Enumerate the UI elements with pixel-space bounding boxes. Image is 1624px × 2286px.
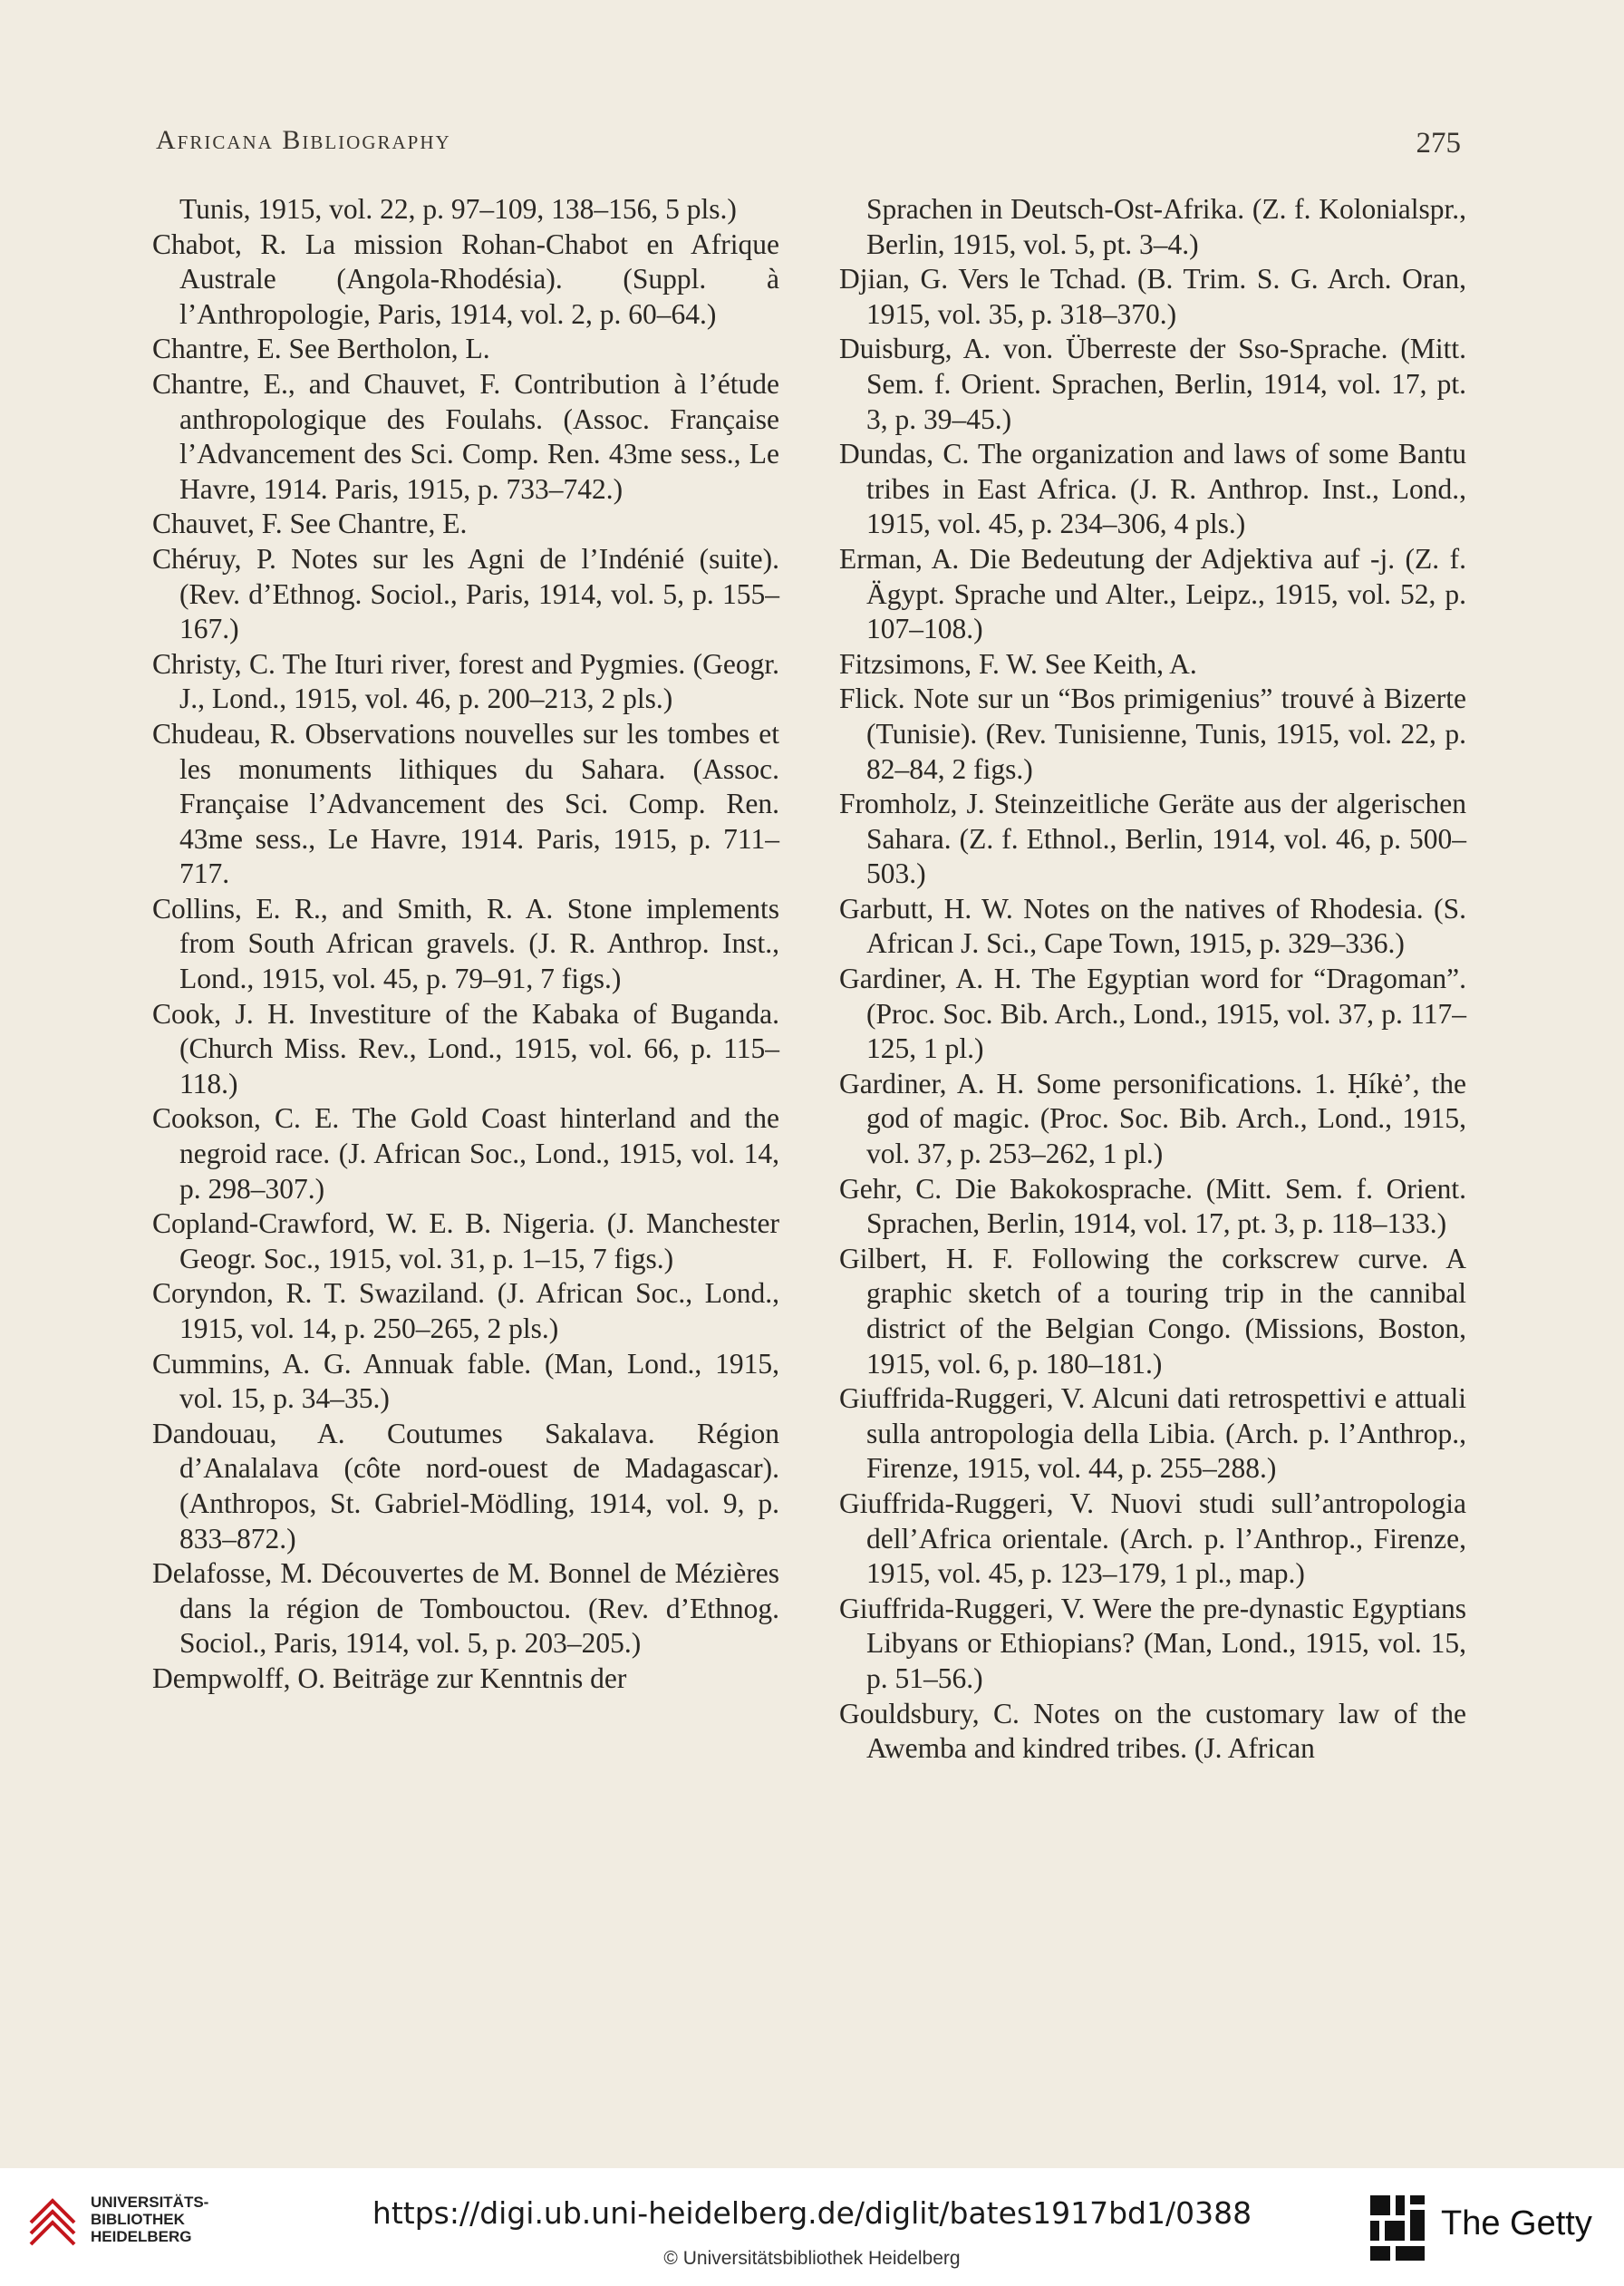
viewer-footer <box>0 2168 1624 2286</box>
bibliography-entry: Copland-Crawford, W. E. B. Nigeria. (J. Manchester Geogr. Soc., 1915, vol. 31, p. 1–15, 7 figs.) <box>152 1207 779 1274</box>
bibliography-entry: Cook, J. H. Investiture of the Kabaka of Buganda. (Church Miss. Rev., Lond., 1915, vol. 66, p. 115–118.) <box>152 997 779 1099</box>
bibliography-entry: Djian, G. Vers le Tchad. (B. Trim. S. G. Arch. Oran, 1915, vol. 35, p. 318–370.) <box>839 263 1466 330</box>
bibliography-entry: Garbutt, H. W. Notes on the natives of Rhodesia. (S. African J. Sci., Cape Town, 1915, p. 329–336.) <box>839 892 1466 960</box>
bibliography-entry: Delafosse, M. Découvertes de M. Bonnel de Mézières dans la région de Tombouctou. (Rev. d’Ethnog. Sociol., Paris, 1914, vol. 5, p. 203–205.) <box>152 1557 779 1660</box>
bibliography-entry: Flick. Note sur un “Bos primigenius” trouvé à Bizerte (Tunisie). (Rev. Tunisienne, Tunis, 1915, vol. 22, p. 82–84, 2 figs.) <box>839 683 1466 785</box>
bibliography-entry: Dandouau, A. Coutumes Sakalava. Région d’Analalava (côte nord-ouest de Madagascar). (Anthropos, St. Gabriel-Mödling, 1914, vol. 9, p. 833–872.) <box>152 1417 779 1555</box>
bibliography-entry: Duisburg, A. von. Überreste der Sso-Sprache. (Mitt. Sem. f. Orient. Sprachen, Berlin, 1914, vol. 17, pt. 3, p. 39–45.) <box>839 333 1466 435</box>
running-head: Africana Bibliography <box>156 125 451 155</box>
bibliography-entry: Chauvet, F. See Chantre, E. <box>152 508 468 540</box>
bibliography-entry: Gouldsbury, C. Notes on the customary law of the Awemba and kindred tribes. (J. African <box>839 1697 1466 1765</box>
bibliography-entry: Tunis, 1915, vol. 22, p. 97–109, 138–156, 5 pls.) <box>179 193 737 225</box>
bibliography-entry: Cummins, A. G. Annuak fable. (Man, Lond., 1915, vol. 15, p. 34–35.) <box>152 1347 779 1415</box>
page-number: 275 <box>1416 127 1461 160</box>
left-column <box>152 192 779 1697</box>
bibliography-entry: Gilbert, H. F. Following the corkscrew curve. A graphic sketch of a touring trip in the cannibal district of the Belgian Congo. (Missions, Boston, 1915, vol. 6, p. 180–181.) <box>839 1242 1466 1380</box>
bibliography-entry: Gardiner, A. H. Some personifications. 1. Ḥíkė’, the god of magic. (Proc. Soc. Bib. Arch., Lond., 1915, vol. 37, p. 253–262, 1 pl.) <box>839 1067 1466 1170</box>
getty-name: The Getty <box>1441 2204 1592 2242</box>
library-name: UNIVERSITÄTS- BIBLIOTHEK HEIDELBERG <box>91 2194 209 2245</box>
bibliography-entry: Collins, E. R., and Smith, R. A. Stone implements from South African gravels. (J. R. Anthrop. Inst., Lond., 1915, vol. 45, p. 79–91, 7 figs.) <box>152 892 779 995</box>
bibliography-entry: Chabot, R. La mission Rohan-Chabot en Afrique Australe (Angola-Rhodésia). (Suppl. à l’Anthropologie, Paris, 1914, vol. 2, p. 60–64.) <box>152 228 779 330</box>
bibliography-entry: Chantre, E., and Chauvet, F. Contribution à l’étude anthropologique des Foulahs. (Assoc. Française l’Advancement des Sci. Comp. Ren. 43me sess., Le Havre, 1914. Paris, 1915, p. 733–742.) <box>152 367 779 505</box>
bibliography-entry: Dempwolff, O. Beiträge zur Kenntnis der <box>152 1661 627 1694</box>
permalink-url[interactable]: https://digi.ub.uni-heidelberg.de/diglit/bates1917bd1/0388 <box>372 2195 1252 2231</box>
bibliography-entry: Christy, C. The Ituri river, forest and Pygmies. (Geogr. J., Lond., 1915, vol. 46, p. 200–213, 2 pls.) <box>152 647 779 715</box>
bibliography-entry: Giuffrida-Ruggeri, V. Nuovi studi sull’antropologia dell’Africa orientale. (Arch. p. l’Anthrop., Firenze, 1915, vol. 45, p. 123–179, 1 pl., map.) <box>839 1487 1466 1590</box>
bibliography-entry: Fitzsimons, F. W. See Keith, A. <box>839 647 1197 680</box>
bibliography-entry: Sprachen in Deutsch-Ost-Afrika. (Z. f. Kolonialspr., Berlin, 1915, vol. 5, pt. 3–4.) <box>866 193 1466 260</box>
bibliography-entry: Chéruy, P. Notes sur les Agni de l’Indénié (suite). (Rev. d’Ethnog. Sociol., Paris, 1914, vol. 5, p. 155–167.) <box>152 542 779 645</box>
getty-logo-icon[interactable] <box>1367 2192 1428 2264</box>
bibliography-entry: Cookson, C. E. The Gold Coast hinterland and the negroid race. (J. African Soc., Lond., 1915, vol. 14, p. 298–307.) <box>152 1102 779 1205</box>
bibliography-entry: Giuffrida-Ruggeri, V. Alcuni dati retrospettivi e attuali sulla antropologia della Libia. (Arch. p. l’Anthrop., Firenze, 1915, vol. 44, p. 255–288.) <box>839 1382 1466 1485</box>
bibliography-entry: Gardiner, A. H. The Egyptian word for “Dragoman”. (Proc. Soc. Bib. Arch., Lond., 1915, vol. 37, p. 117–125, 1 pl.) <box>839 963 1466 1065</box>
copyright-notice: © Universitätsbibliothek Heidelberg <box>663 2248 961 2269</box>
bibliography-entry: Chudeau, R. Observations nouvelles sur les tombes et les monuments lithiques du Sahara. (Assoc. Française l’Advancement des Sci. Comp. Ren. 43me sess., Le Havre, 1914. Paris, 1915, p. 711–717. <box>152 717 779 890</box>
bibliography-entry: Fromholz, J. Steinzeitliche Geräte aus der algerischen Sahara. (Z. f. Ethnol., Berlin, 1914, vol. 46, p. 500–503.) <box>839 788 1466 890</box>
right-column <box>839 192 1466 1767</box>
bibliography-entry: Dundas, C. The organization and laws of some Bantu tribes in East Africa. (J. R. Anthrop. Inst., Lond., 1915, vol. 45, p. 234–306, 4 pls.) <box>839 438 1466 540</box>
bibliography-entry: Gehr, C. Die Bakokosprache. (Mitt. Sem. f. Orient. Sprachen, Berlin, 1914, vol. 17, pt. 3, p. 118–133.) <box>839 1172 1466 1240</box>
bibliography-entry: Giuffrida-Ruggeri, V. Were the pre-dynastic Egyptians Libyans or Ethiopians? (Man, Lond., 1915, vol. 15, p. 51–56.) <box>839 1592 1466 1694</box>
bibliography-entry: Erman, A. Die Bedeutung der Adjektiva auf -j. (Z. f. Ägypt. Sprache und Alter., Leipz., 1915, vol. 52, p. 107–108.) <box>839 542 1466 645</box>
bibliography-entry: Coryndon, R. T. Swaziland. (J. African Soc., Lond., 1915, vol. 14, p. 250–265, 2 pls.) <box>152 1277 779 1344</box>
bibliography-entry: Chantre, E. See Bertholon, L. <box>152 333 490 365</box>
